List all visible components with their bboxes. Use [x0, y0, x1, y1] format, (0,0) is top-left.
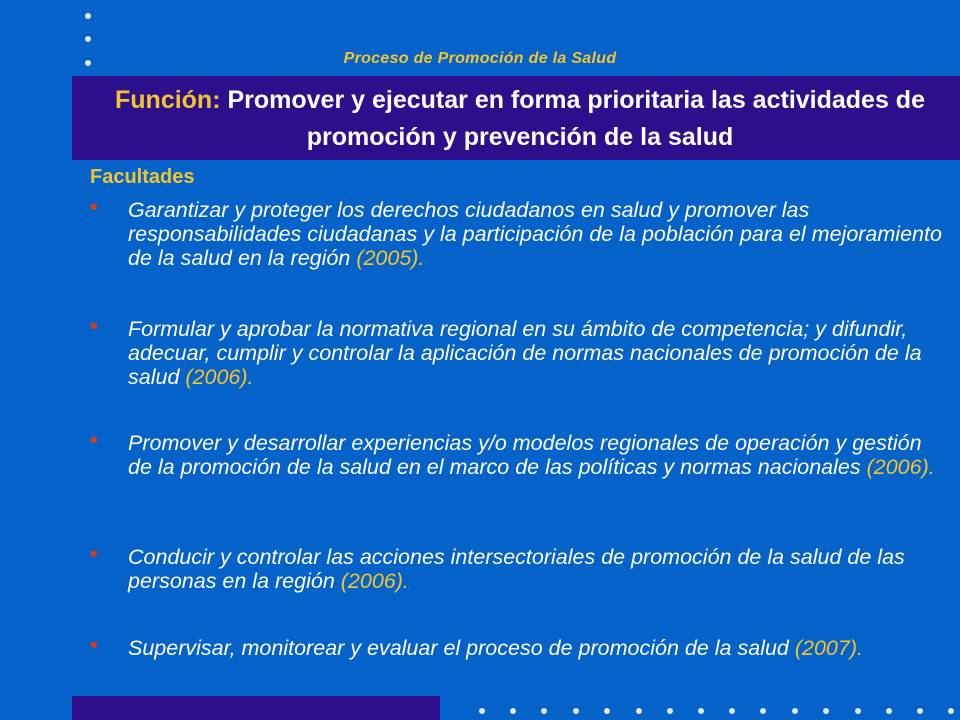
function-label: Función: [115, 86, 221, 114]
bullet-icon: • [90, 313, 98, 338]
decor-dot [823, 708, 829, 714]
decor-dot [85, 13, 91, 19]
function-text: Promover y ejecutar en forma prioritaria las actividades de promoción y prevención de la salud [220, 86, 925, 151]
decor-dot [573, 708, 579, 714]
decor-dot [760, 708, 766, 714]
bullet-icon: • [90, 194, 98, 219]
year-label: (2005). [356, 246, 425, 270]
decor-dot [667, 708, 673, 714]
decor-dot [479, 708, 485, 714]
slide-subtitle: Proceso de Promoción de la Salud [343, 50, 617, 67]
list-item-text: Promover y desarrollar experiencias y/o modelos regionales de operación y gestión de la promoción de la salud en el marco de las políticas y normas nacionales (2006). [128, 431, 935, 479]
decor-dot [855, 708, 861, 714]
list-item-text: Conducir y controlar las acciones intersectoriales de promoción de la salud de las personas en la región (2006). [128, 545, 905, 593]
bullet-icon: • [90, 427, 98, 452]
section-heading: Facultades [90, 166, 195, 188]
decor-dot [948, 708, 954, 714]
decor-dot [729, 708, 735, 714]
list-item-text: Formular y aprobar la normativa regional en su ámbito de competencia; y difundir, adecuar, cumplir y controlar la aplicación de normas nacionales de promoción de la salud (2006). [128, 317, 922, 389]
decor-dot [886, 708, 892, 714]
slide-title [90, 82, 950, 156]
decor-dot [510, 708, 516, 714]
year-label: (2006). [340, 569, 409, 593]
decor-dot [917, 708, 923, 714]
year-label: (2006). [866, 455, 935, 479]
bullet-icon: • [90, 632, 98, 657]
footer-band [72, 696, 440, 720]
year-label: (2006). [185, 365, 254, 389]
year-label: (2007). [794, 636, 863, 660]
list-item-text: Garantizar y proteger los derechos ciudadanos en salud y promover las responsabilidades ciudadanas y la participación de la población para el mejoramiento de la salud en la región (2005). [128, 198, 942, 270]
decor-dot [604, 708, 610, 714]
bullet-icon: • [90, 541, 98, 566]
decor-dot [541, 708, 547, 714]
decor-dot [698, 708, 704, 714]
list-item-text: Supervisar, monitorear y evaluar el proceso de promoción de la salud (2007). [128, 636, 863, 660]
decor-dot [85, 36, 91, 42]
decor-dot [792, 708, 798, 714]
decor-dot [636, 708, 642, 714]
